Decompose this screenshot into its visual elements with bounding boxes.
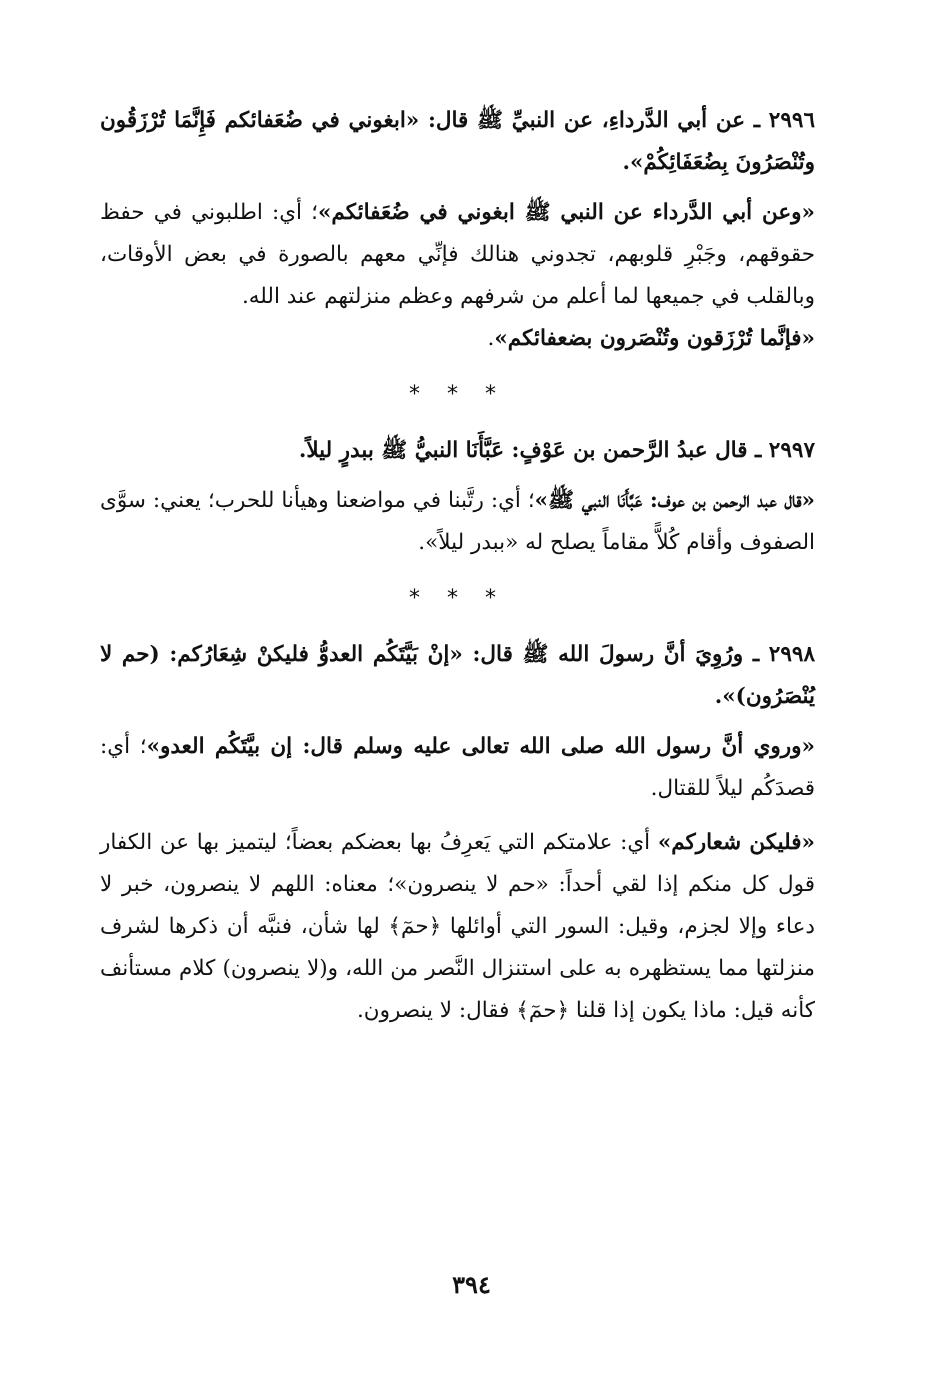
- commentary-text: ؛ أي: رتَّبنا في مواضعنا وهيأنا للحرب؛ يعني: سوَّى الصفوف وأقام كُلاًّ مقاماً يصلح له «ببدر ليلاً».: [100, 488, 815, 555]
- commentary-2996-b: [100, 318, 815, 360]
- commentary-text: ؛ أي: اطلبوني في حفظ حقوقهم، وجَبْرِ قلوبهم، تجدوني هنالك فإنِّي معهم بالصورة في بعض الأوقات، وبالقلب في جميعها لما أعلم من شرفهم وعظم منزلتهم عند الله.: [100, 200, 815, 309]
- commentary-text: أي: علامتكم التي يَعرِفُ بها بعضكم بعضاً؛ ليتميز بها عن الكفار قول كل منكم إذا لقي أحداً: «حم لا ينصرون»؛ معناه: اللهم لا ينصرون، خبر لا دعاء وإلا لجزم، وقيل: السور التي أوائلها ﴿حمٓ﴾ لها شأن، فنبَّه أن ذكرها لشرف منزلتها مما يستظهره به على استنزال النَّصر من الله، و(لا ينصرون) كلام مستأنف كأنه قيل: ماذا يكون إذا قلنا ﴿حمٓ﴾ فقال: لا ينصرون.: [100, 830, 815, 1023]
- hadith-2998: ٢٩٩٨ ـ ورُوِيَ أنَّ رسولَ الله ﷺ قال: «إنْ بَيَّتَكُم العدوُّ فليكنْ شِعَارُكم: (حم لا يُنْصَرُون)».: [100, 642, 815, 709]
- commentary-text: .: [487, 326, 495, 351]
- hadith-2997: ٢٩٩٧ ـ قال عبدُ الرَّحمن بن عَوْفٍ: عَبَّأَنَا النبيُّ ﷺ ببدرٍ ليلاً.: [298, 438, 815, 463]
- hadith-2996: ٢٩٩٦ ـ عن أبي الدَّرداءِ، عن النبيِّ ﷺ قال: «ابغوني في ضُعَفائكم فَإِنَّمَا تُرْزَقُون وتُنْصَرُونَ بِضُعَفَائِكُمْ».: [100, 108, 815, 175]
- commentary-quote: «وروي أنَّ رسول الله صلى الله تعالى عليه وسلم قال: إن بيَّتَكُم العدو»: [146, 734, 815, 759]
- page-body: [100, 100, 815, 1032]
- page-number: ٣٩٤: [452, 1270, 491, 1299]
- commentary-2996-a: [100, 192, 815, 318]
- commentary-text: ؛ أي: قصدَكُم ليلاً للقتال.: [100, 734, 815, 801]
- commentary-quote: «قال عبد الرحمن بن عوف: عَبَّأَنَا النبي ﷺ»: [534, 488, 815, 513]
- section-separator: * * *: [409, 586, 506, 611]
- section-separator: * * *: [409, 382, 506, 407]
- commentary-2998-a: [100, 726, 815, 810]
- commentary-2998-b: [100, 822, 815, 1032]
- commentary-quote: «وعن أبي الدَّرداء عن النبي ﷺ ابغوني في ضُعَفائكم»: [317, 200, 815, 225]
- commentary-quote: «فإنَّما تُرْزَقون وتُنْصَرون بضعفائكم»: [494, 326, 815, 351]
- commentary-quote: «فليكن شعاركم»: [657, 830, 815, 855]
- commentary-2997: [100, 480, 815, 564]
